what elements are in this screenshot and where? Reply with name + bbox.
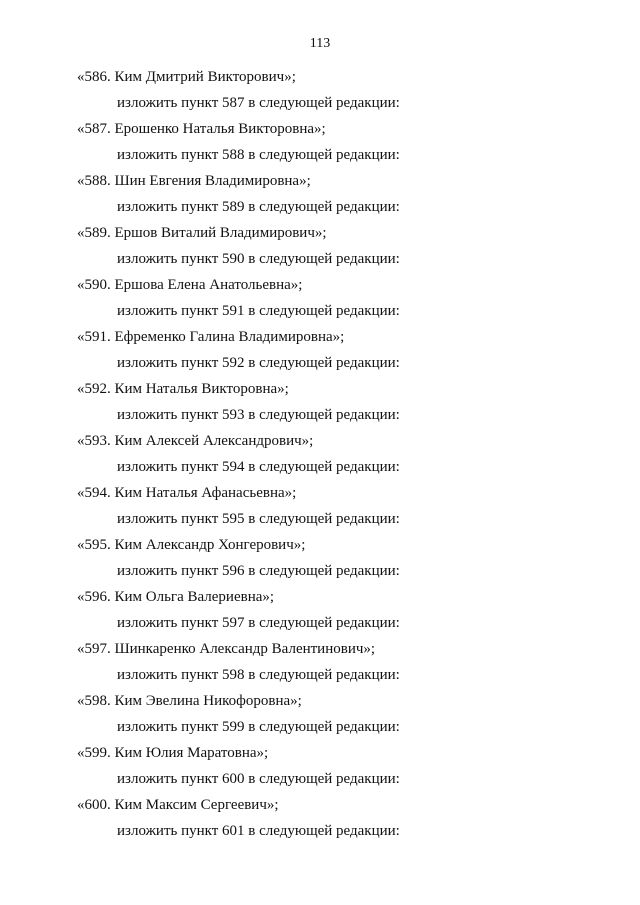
amendment-instruction: изложить пункт 598 в следующей редакции: xyxy=(117,667,400,683)
amendment-instruction: изложить пункт 593 в следующей редакции: xyxy=(117,407,400,423)
list-item xyxy=(0,480,640,532)
list-item xyxy=(0,64,640,116)
amendment-instruction: изложить пункт 588 в следующей редакции: xyxy=(117,147,400,163)
amendment-instruction: изложить пункт 589 в следующей редакции: xyxy=(117,199,400,215)
list-item xyxy=(0,220,640,272)
entry-text: «600. Ким Максим Сергеевич»; xyxy=(77,797,279,813)
list-item xyxy=(0,376,640,428)
amendment-instruction: изложить пункт 587 в следующей редакции: xyxy=(117,95,400,111)
entry-list xyxy=(0,64,640,844)
entry-text: «593. Ким Алексей Александрович»; xyxy=(77,433,314,449)
entry-text: «598. Ким Эвелина Никофоровна»; xyxy=(77,693,302,709)
amendment-instruction: изложить пункт 597 в следующей редакции: xyxy=(117,615,400,631)
amendment-instruction: изложить пункт 595 в следующей редакции: xyxy=(117,511,400,527)
entry-text: «590. Ершова Елена Анатольевна»; xyxy=(77,277,303,293)
amendment-instruction: изложить пункт 594 в следующей редакции: xyxy=(117,459,400,475)
list-item xyxy=(0,636,640,688)
list-item xyxy=(0,792,640,844)
entry-text: «589. Ершов Виталий Владимирович»; xyxy=(77,225,327,241)
entry-text: «599. Ким Юлия Маратовна»; xyxy=(77,745,269,761)
entry-text: «596. Ким Ольга Валериевна»; xyxy=(77,589,275,605)
page-number: 113 xyxy=(309,36,331,51)
amendment-instruction: изложить пункт 592 в следующей редакции: xyxy=(117,355,400,371)
entry-text: «591. Ефременко Галина Владимировна»; xyxy=(77,329,345,345)
amendment-instruction: изложить пункт 590 в следующей редакции: xyxy=(117,251,400,267)
list-item xyxy=(0,168,640,220)
list-item xyxy=(0,584,640,636)
amendment-instruction: изложить пункт 591 в следующей редакции: xyxy=(117,303,400,319)
entry-text: «597. Шинкаренко Александр Валентинович»; xyxy=(77,641,376,657)
list-item xyxy=(0,116,640,168)
entry-text: «588. Шин Евгения Владимировна»; xyxy=(77,173,311,189)
entry-text: «586. Ким Дмитрий Викторович»; xyxy=(77,69,296,85)
amendment-instruction: изложить пункт 601 в следующей редакции: xyxy=(117,823,400,839)
list-item xyxy=(0,532,640,584)
amendment-instruction: изложить пункт 596 в следующей редакции: xyxy=(117,563,400,579)
entry-text: «594. Ким Наталья Афанасьевна»; xyxy=(77,485,297,501)
entry-text: «592. Ким Наталья Викторовна»; xyxy=(77,381,289,397)
list-item xyxy=(0,688,640,740)
list-item xyxy=(0,428,640,480)
entry-text: «587. Ерошенко Наталья Викторовна»; xyxy=(77,121,326,137)
entry-text: «595. Ким Александр Хонгерович»; xyxy=(77,537,306,553)
amendment-instruction: изложить пункт 599 в следующей редакции: xyxy=(117,719,400,735)
list-item xyxy=(0,272,640,324)
amendment-instruction: изложить пункт 600 в следующей редакции: xyxy=(117,771,400,787)
list-item xyxy=(0,324,640,376)
list-item xyxy=(0,740,640,792)
